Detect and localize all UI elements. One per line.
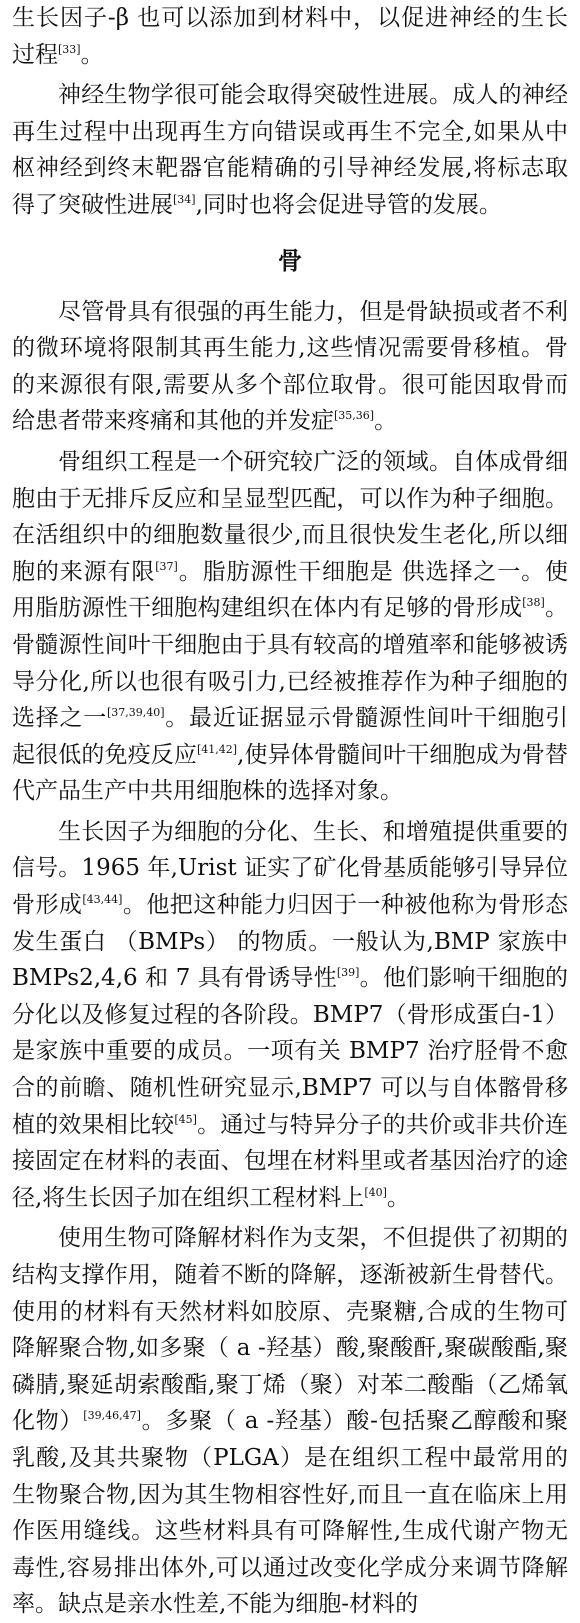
text-run: ,使异体骨髓间叶干细胞成为骨替代产品生产中共用细胞株的选择对象。	[12, 741, 569, 805]
text-run: 。他们影响干细胞的分化以及修复过程的各阶段。BMP7（骨形成蛋白-1）是家族中重要的成员。一项有关 BMP7 治疗胫骨不愈合的前瞻、随机性研究显示,BMP7 可以与自体髂骨移植的效果相比较	[12, 965, 569, 1138]
text-run: 。	[374, 408, 398, 435]
text-run: 。最近证据显示骨髓源性间叶干细胞引起很低的免疫反应	[12, 705, 568, 768]
citation: [39]	[336, 966, 360, 980]
text-run: 生长因子-β 也可以添加到材料中，以促进神经的生长过程	[12, 5, 568, 68]
citation: [43,44]	[82, 893, 123, 907]
citation: [33]	[58, 42, 81, 56]
text-run: 。	[386, 1184, 410, 1211]
text-run: 。	[80, 41, 104, 68]
paragraph-growth-factors	[12, 814, 568, 1217]
citation: [34]	[173, 192, 196, 206]
citation: [35,36]	[334, 409, 375, 423]
text-run: 。他把这种能力归因于一种被他称为骨形态发生蛋白 （BMPs） 的物质。一般认为,BMP 家族中 BMPs2,4,6 和 7 具有骨诱导性	[12, 892, 569, 992]
text-run: 使用生物可降解材料作为支架，不但提供了初期的结构支撑作用，随着不断的降解，逐渐被新生骨替代。使用的材料有天然材料如胶原、壳聚糖,合成的生物可降解聚合物,如多聚（ a -羟基）酸,聚酸酐,聚碳酸酯,聚磷腈,聚延胡索酸酯,聚丁烯（聚）对苯二酸酯（乙烯氧化物）	[12, 1225, 568, 1435]
text-run: 生长因子为细胞的分化、生长、和增殖提供重要的信号。1965 年,Urist 证实了矿化骨基质能够引导异位骨形成	[12, 818, 568, 919]
text-run: 尽管骨具有很强的再生能力，但是骨缺损或者不利的微环境将限制其再生能力,这些情况需要骨移植。骨的来源很有限,需要从多个部位取骨。很可能因取骨而给患者带来疼痛和其他的并发症	[12, 298, 568, 435]
citation: [38]	[522, 596, 545, 610]
citation: [40]	[364, 1185, 387, 1199]
text-run: ,同时也将会促进导管的发展。	[195, 191, 502, 218]
text-run: 神经生物学很可能会取得突破性进展。成人的神经再生过程中出现再生方向错误或再生不完全,如果从中枢神经到终末靶器官能精确的引导神经发展,将标志取得了突破性进展	[12, 82, 568, 218]
text-run: 骨组织工程是一个研究较广泛的领域。自体成骨细胞由于无排斥反应和呈显型匹配，可以作为种子细胞。在活组织中的细胞数量很少,而且很快发生老化,所以细胞的来源有限	[12, 448, 568, 585]
citation: [41,42]	[196, 742, 238, 756]
citation: [39,46,47]	[83, 1409, 141, 1423]
text-run: 。骨髓源性间叶干细胞由于具有较高的增殖率和能够被诱导分化,所以也很有吸引力,已经被推荐作为种子细胞的选择之一	[12, 595, 569, 732]
citation: [45]	[174, 1112, 197, 1126]
citation: [37]	[155, 559, 178, 573]
paragraph-biodegradable-scaffolds	[12, 1220, 568, 1623]
continued-paragraph	[12, 0, 568, 73]
section-heading: 骨	[278, 246, 302, 275]
paragraph-seed-cells	[12, 444, 568, 810]
text-run: 。通过与特异分子的共价或非共价连接固定在材料的表面、包埋在材料里或者基因治疗的途径,将生长因子加在组织工程材料上	[12, 1111, 569, 1211]
text-run: 。多聚（ a -羟基）酸-包括聚乙醇酸和聚乳酸,及其共聚物（PLGA）是在组织工程中最常用的生物聚合物,因为其生物相容性好,而且一直在临床上用作医用缝线。这些材料具有可降解性,生成代谢产物无毒性,容易排出体外,可以通过改变化学成分来调节降解率。缺点是亲水性差,不能为细胞-材料的	[12, 1408, 568, 1618]
paragraph-bone-graft	[12, 294, 568, 440]
text-run: 。脂肪源性干细胞是 供选择之一。使用脂肪源性干细胞构建组织在体内有足够的骨形成	[12, 558, 569, 622]
citation: [37,39,40]	[106, 706, 165, 720]
paragraph-neuro-outlook	[12, 77, 568, 223]
